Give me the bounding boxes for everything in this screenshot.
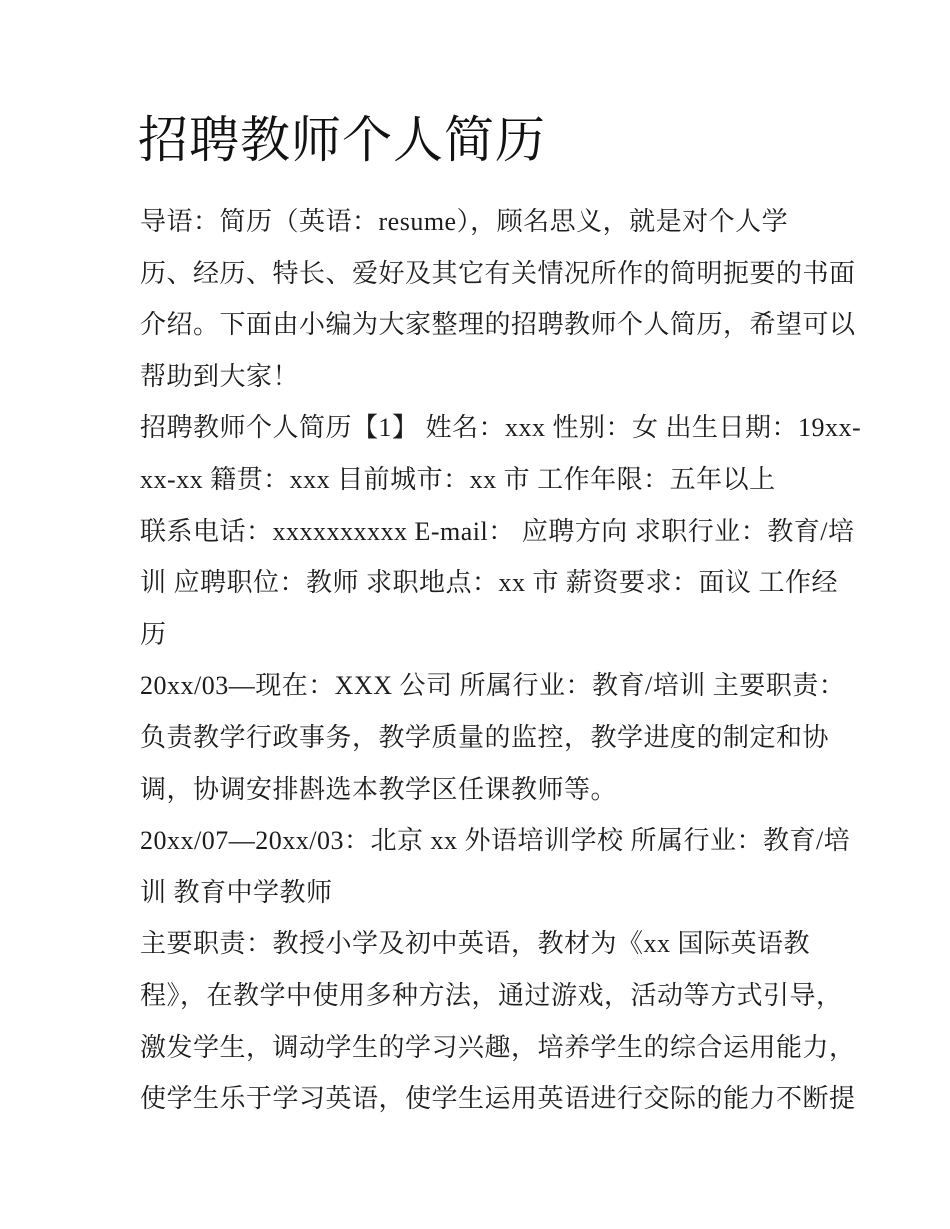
text-line: 主要职责：教授小学及初中英语，教材为《xx 国际英语教 — [140, 929, 811, 959]
text-line: 历 — [140, 619, 167, 649]
text-line: 负责教学行政事务，教学质量的监控，教学进度的制定和协 — [140, 722, 830, 752]
text-line: 招聘教师个人简历【1】 姓名：xxx 性别：女 出生日期：19xx- — [140, 413, 862, 443]
text-line: 20xx/03—现在：XXX 公司 所属行业：教育/培训 主要职责： — [140, 671, 846, 701]
paragraph — [140, 196, 860, 402]
text-line: 程》，在教学中使用多种方法，通过游戏，活动等方式引导， — [140, 980, 843, 1010]
text-line: 介绍。下面由小编为大家整理的招聘教师个人简历，希望可以 — [140, 310, 856, 340]
text-line: 帮助到大家！ — [140, 361, 300, 391]
document-body — [140, 196, 860, 1125]
page-title: 招聘教师个人简历 — [138, 112, 546, 168]
text-line: xx-xx 籍贯：xxx 目前城市：xx 市 工作年限：五年以上 — [140, 464, 776, 494]
text-line: 导语：简历（英语：resume），顾名思义，就是对个人学 — [140, 207, 789, 236]
text-line: 20xx/07—20xx/03：北京 xx 外语培训学校 所属行业：教育/培 — [140, 826, 851, 856]
paragraph — [140, 506, 860, 661]
text-line: 使学生乐于学习英语，使学生运用英语进行交际的能力不断提 — [140, 1084, 856, 1114]
text-line: 历、经历、特长、爱好及其它有关情况所作的简明扼要的书面 — [140, 258, 856, 288]
text-line: 训 教育中学教师 — [140, 877, 333, 907]
paragraph — [140, 660, 860, 815]
text-line: 激发学生，调动学生的学习兴趣，培养学生的综合运用能力， — [140, 1032, 856, 1062]
paragraph — [140, 815, 860, 918]
paragraph — [140, 918, 860, 1124]
text-line: 训 应聘职位：教师 求职地点：xx 市 薪资要求：面议 工作经 — [140, 568, 839, 598]
text-line: 调，协调安排斟选本教学区任课教师等。 — [140, 774, 618, 804]
paragraph — [140, 402, 860, 505]
text-line: 联系电话：xxxxxxxxxx E-mail： 应聘方向 求职行业：教育/培 — [140, 516, 855, 546]
